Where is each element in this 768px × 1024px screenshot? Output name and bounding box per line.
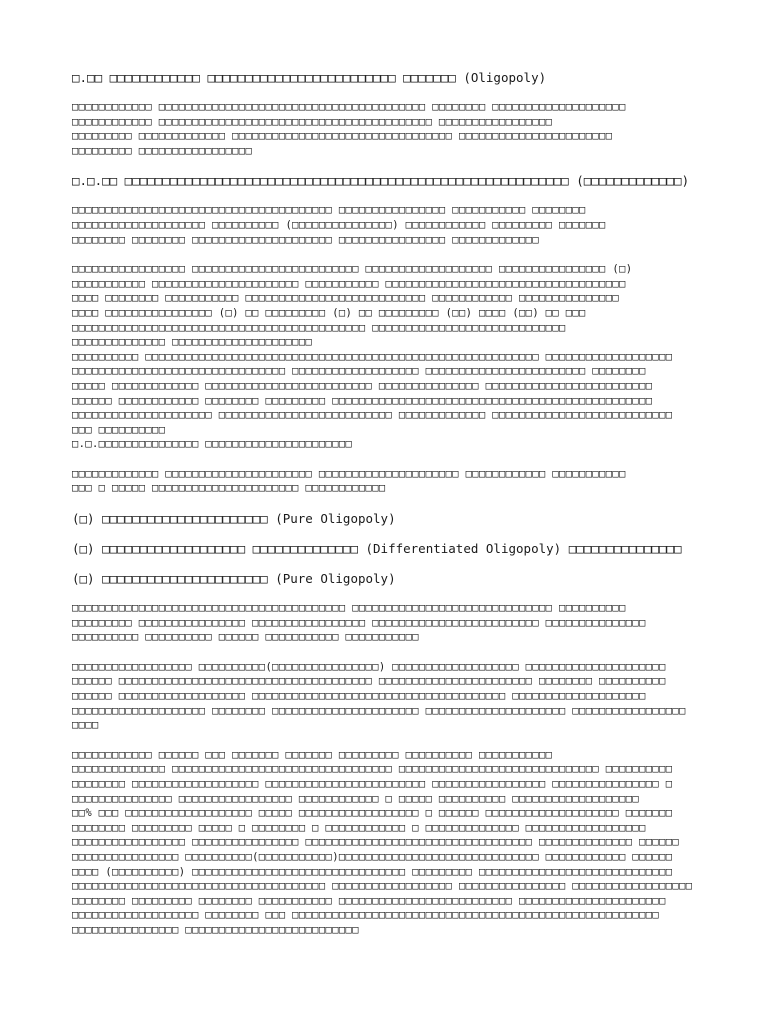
text-line: □□□□□□□□□ □□□□□□□□□□□□□□□□ □□□□□□□□□□□□□□□□□ □□□□□□□□□□□□□□□□□□□□□□□□□ □□□□□□□□□□□□□□□ — [72, 616, 646, 629]
text-line: □□□□□□□□□□□□□ □□□□□□□□□□□□□□□□□□□□□□ □□□□□□□□□□□□□□□□□□□□□ □□□□□□□□□□□□ □□□□□□□□□□□ — [72, 467, 626, 480]
text-line: □□□□□□□□□□□□□□ □□□□□□□□□□□□□□□□□□□□□ — [72, 336, 313, 349]
text-line: □□□□□□□□□□□□□□ □□□□□□□□□□□□□□□□□□□□□□□□□□□□□□□□□ □□□□□□□□□□□□□□□□□□□□□□□□□□□□□□ □□□□□□□□□□ — [72, 763, 673, 776]
text-line: □□□□□□□□□□□□□□□□□□ □□□□□□□□□□(□□□□□□□□□□□□□□□□) □□□□□□□□□□□□□□□□□□□ □□□□□□□□□□□□□□□□□□□□□ — [72, 660, 666, 673]
text-line: □□□□□□□□□ □□□□□□□□□□□□□□□□□ — [72, 144, 253, 157]
text-line: □□□□□□ □□□□□□□□□□□□□□□□□□□ □□□□□□□□□□□□□□□□□□□□□□□□□□□□□□□□□□□□□□ □□□□□□□□□□□□□□□□□□□□ — [72, 690, 646, 703]
text-line: □□□□□□ □□□□□□□□□□□□ □□□□□□□□ □□□□□□□□□ □□□□□□□□□□□□□□□□□□□□□□□□□□□□□□□□□□□□□□□□□□□□□□□□ — [72, 394, 653, 407]
paragraph-1 — [72, 100, 700, 158]
text-line: □□□□□□□□ □□□□□□□□□ □□□□□ □ □□□□□□□□ □ □□□□□□□□□□□□ □ □□□□□□□□□□□□□□ □□□□□□□□□□□□□□□□□□ — [72, 821, 646, 834]
paragraph-4 — [72, 467, 700, 496]
text-line: □□□□□□□□ □□□□□□□□ □□□□□□□□□□□□□□□□□□□□□ □□□□□□□□□□□□□□□□ □□□□□□□□□□□□□ — [72, 233, 540, 246]
text-line: □□□□□□□□□□□□□□□ □□□□□□□□□□□□□□□□□ □□□□□□□□□□□□ □ □□□□□ □□□□□□□□□□ □□□□□□□□□□□□□□□□□□□ — [72, 792, 640, 805]
text-line: □□□□□□□□□□□□□□□□□□□ □□□□□□□□ □□□ □□□□□□□□□□□□□□□□□□□□□□□□□□□□□□□□□□□□□□□□□□□□□□□□□□□□□□□ — [72, 909, 660, 922]
text-line: □□□□□□□□□□□□□□□□□□□□□ □□□□□□□□□□□□□□□□□□□□□□□□□□ □□□□□□□□□□□□□ □□□□□□□□□□□□□□□□□□□□□□□□□□□ — [72, 409, 673, 422]
text-line: □□□□ (□□□□□□□□□□) □□□□□□□□□□□□□□□□□□□□□□□□□□□□□□□□ □□□□□□□□□ □□□□□□□□□□□□□□□□□□□□□□□□□□□□□ — [72, 865, 673, 878]
text-line: □□□□□□□□□□□□□□□□□□□□ □□□□□□□□□□ (□□□□□□□□□□□□□□□) □□□□□□□□□□□□ □□□□□□□□□ □□□□□□□ — [72, 218, 606, 231]
text-line: □□□ □ □□□□□ □□□□□□□□□□□□□□□□□□□□□□ □□□□□□□□□□□□ — [72, 482, 386, 495]
text-line: □□□□□□ □□□□□□□□□□□□□□□□□□□□□□□□□□□□□□□□□□□□□□ □□□□□□□□□□□□□□□□□□□□□□□ □□□□□□□□ □□□□□□□□□□ — [72, 675, 666, 688]
text-line: □□□□□□□□□□□□ □□□□□□□□□□□□□□□□□□□□□□□□□□□□□□□□□□□□□□□□ □□□□□□□□ □□□□□□□□□□□□□□□□□□□□ — [72, 101, 626, 113]
section-heading-oligopoly: □.□□ □□□□□□□□□□□□ □□□□□□□□□□□□□□□□□□□□□□□□□ □□□□□□□ (Oligopoly) — [72, 70, 547, 85]
text-line: □□□□ — [72, 719, 99, 732]
subsection-heading-types: □.□.□□□□□□□□□□□□□□□ □□□□□□□□□□□□□□□□□□□□□□ — [72, 438, 353, 451]
text-line: □□□□□□□□□□ □□□□□□□□□□ □□□□□□ □□□□□□□□□□□ □□□□□□□□□□□ — [72, 631, 419, 644]
text-line: □□□□□□□□□□ □□□□□□□□□□□□□□□□□□□□□□□□□□□□□□□□□□□□□□□□□□□□□□□□□□□□□□□□□□□ □□□□□□□□□□□□□□□□□□□ — [72, 350, 673, 363]
text-line: □□□□□□□□□□□□□□□□ □□□□□□□□□□(□□□□□□□□□□□)□□□□□□□□□□□□□□□□□□□□□□□□□□□□□□ □□□□□□□□□□□□ □□□□□□ — [72, 850, 673, 863]
text-line: □□□□□□□□□□□□□□□□□ □□□□□□□□□□□□□□□□□□□□□□□□□ □□□□□□□□□□□□□□□□□□□ □□□□□□□□□□□□□□□□ (□) — [72, 263, 633, 276]
subsection-heading: □.□.□□ □□□□□□□□□□□□□□□□□□□□□□□□□□□□□□□□□□□□□□□□□□□□□□□□□□□□□□□□□□□ (□□□□□□□□□□□□□) — [72, 173, 690, 189]
text-line: □□□□ □□□□□□□□□□□□□□□□ (□) □□ □□□□□□□□□ (□) □□ □□□□□□□□□ (□□) □□□□ (□□) □□ □□□ — [72, 306, 586, 319]
text-line: □□□□□□□□□□□ □□□□□□□□□□□□□□□□□□□□□□ □□□□□□□□□□□ □□□□□□□□□□□□□□□□□□□□□□□□□□□□□□□□□□□□ — [72, 277, 626, 290]
text-line: □□□□□□□□□ □□□□□□□□□□□□□ □□□□□□□□□□□□□□□□□□□□□□□□□□□□□□□□□ □□□□□□□□□□□□□□□□□□□□□□□ — [72, 130, 613, 143]
text-line: □□□□□□□□□□□□□□□□ □□□□□□□□□□□□□□□□□□□□□□□□□□ — [72, 923, 359, 936]
text-line: □□□□□□□□□□□□□□□□□ □□□□□□□□□□□□□□□□ □□□□□□□□□□□□□□□□□□□□□□□□□□□□□□□□□□ □□□□□□□□□□□□□□ □□□□□□ — [72, 836, 680, 849]
text-line: □□□□□□□□ □□□□□□□□□ □□□□□□□□ □□□□□□□□□□□ □□□□□□□□□□□□□□□□□□□□□□□□□□ □□□□□□□□□□□□□□□□□□□□□□ — [72, 894, 666, 907]
text-line: □□□□□□□□□□□□□□□□□□□□□□□□□□□□□□□□ □□□□□□□□□□□□□□□□□□□ □□□□□□□□□□□□□□□□□□□□□□□□ □□□□□□□□ — [72, 365, 646, 378]
text-line: □□□□□□□□□□□□ □□□□□□ □□□ □□□□□□□ □□□□□□□ □□□□□□□□□ □□□□□□□□□□ □□□□□□□□□□□ — [72, 748, 553, 761]
list-item-differentiated-oligopoly: (□) □□□□□□□□□□□□□□□□□□□ □□□□□□□□□□□□□□ (Differentiated Oligopoly) □□□□□□□□□□□□□□□ — [72, 541, 682, 557]
text-line: □□□□□ □□□□□□□□□□□□□ □□□□□□□□□□□□□□□□□□□□□□□□□ □□□□□□□□□□□□□□□ □□□□□□□□□□□□□□□□□□□□□□□□□ — [72, 379, 653, 392]
text-line: □□□□□□□□□□□□□□□□□□□□□□□□□□□□□□□□□□□□□□□□□□□□ □□□□□□□□□□□□□□□□□□□□□□□□□□□□□ — [72, 321, 566, 334]
text-line: □□% □□□ □□□□□□□□□□□□□□□□□□□ □□□□□ □□□□□□□□□□□□□□□□□□ □ □□□□□□ □□□□□□□□□□□□□□□□□□□□ □□□□□□□ — [72, 807, 673, 820]
paragraph-2 — [72, 203, 700, 247]
paragraph-7 — [72, 748, 700, 938]
text-line: □□□□□□□□□□□□□□□□□□□□□□□□□□□□□□□□□□□□□□□□□ □□□□□□□□□□□□□□□□□□□□□□□□□□□□□□ □□□□□□□□□□ — [72, 602, 626, 615]
list-item-pure-oligopoly-detail: (□) □□□□□□□□□□□□□□□□□□□□□□ (Pure Oligopoly) — [72, 571, 396, 587]
text-line: □□□□□□□□□□□□□□□□□□□□ □□□□□□□□ □□□□□□□□□□□□□□□□□□□□□□ □□□□□□□□□□□□□□□□□□□□□ □□□□□□□□□□□□□□□□□ — [72, 704, 686, 717]
text-line: □□□□□□□□□□□□□□□□□□□□□□□□□□□□□□□□□□□□□□□ □□□□□□□□□□□□□□□□ □□□□□□□□□□□ □□□□□□□□ — [72, 204, 586, 217]
list-item-pure-oligopoly: (□) □□□□□□□□□□□□□□□□□□□□□□ (Pure Oligopoly) — [72, 511, 396, 527]
paragraph-6 — [72, 660, 700, 733]
text-line: □□□□□□□□□□□□□□□□□□□□□□□□□□□□□□□□□□□□□□ □□□□□□□□□□□□□□□□□□ □□□□□□□□□□□□□□□□ □□□□□□□□□□□□□□□□□□ — [72, 880, 693, 893]
paragraph-3 — [72, 262, 700, 437]
text-line: □□□□□□□□ □□□□□□□□□□□□□□□□□□□ □□□□□□□□□□□□□□□□□□□□□□□□ □□□□□□□□□□□□□□□□□ □□□□□□□□□□□□□□□□ □ — [72, 778, 673, 790]
document-body — [72, 70, 700, 938]
text-line: □□□□□□□□□□□□ □□□□□□□□□□□□□□□□□□□□□□□□□□□□□□□□□□□□□□□□□ □□□□□□□□□□□□□□□□□ — [72, 115, 553, 128]
paragraph-5 — [72, 601, 700, 645]
text-line: □□□ □□□□□□□□□□ — [72, 423, 166, 436]
text-line: □□□□ □□□□□□□□ □□□□□□□□□□□ □□□□□□□□□□□□□□□□□□□□□□□□□□□ □□□□□□□□□□□□ □□□□□□□□□□□□□□□ — [72, 292, 620, 305]
